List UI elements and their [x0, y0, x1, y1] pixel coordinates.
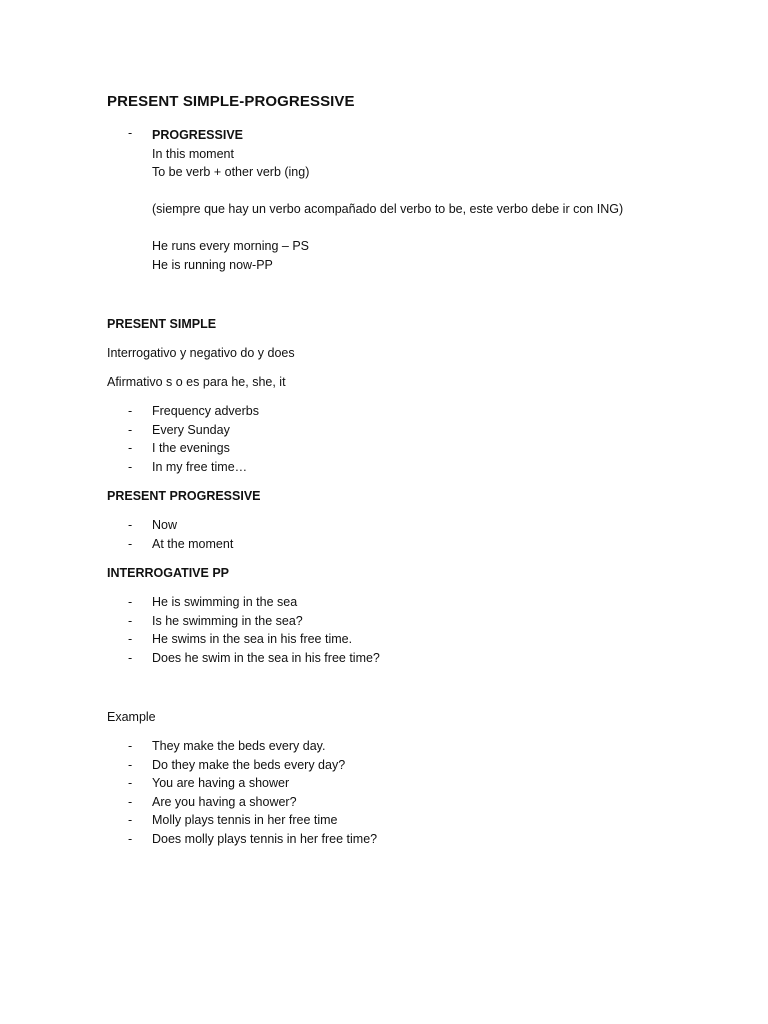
- intro-line: He is running now-PP: [152, 257, 273, 272]
- list-item-text: Does he swim in the sea in his free time?: [152, 650, 380, 665]
- example-heading: Example: [107, 710, 156, 724]
- bullet-dash: -: [128, 536, 133, 551]
- list-item-text: In my free time…: [152, 459, 248, 474]
- bullet-dash: -: [128, 518, 133, 532]
- list-item-text: They make the beds every day.: [152, 739, 326, 753]
- bullet-dash: -: [128, 757, 133, 772]
- present-simple-para: Interrogativo y negativo do y does: [107, 346, 295, 360]
- interrogative-pp-heading: INTERROGATIVE PP: [107, 566, 230, 580]
- bullet-dash: -: [128, 613, 133, 628]
- list-item-text: You are having a shower: [152, 776, 290, 790]
- intro-line: To be verb + other verb (ing): [152, 165, 310, 179]
- list-item-text: Are you having a shower?: [152, 794, 297, 809]
- bullet-dash: -: [128, 776, 133, 790]
- intro-line: He runs every morning – PS: [152, 239, 310, 253]
- bullet-dash: -: [128, 404, 133, 418]
- bullet-dash: -: [128, 422, 133, 437]
- list-item-text: Every Sunday: [152, 422, 230, 437]
- present-simple-para: Afirmativo s o es para he, she, it: [107, 375, 286, 389]
- present-progressive-heading: PRESENT PROGRESSIVE: [107, 489, 261, 503]
- list-item-text: He swims in the sea in his free time.: [152, 632, 353, 646]
- bullet-dash: -: [128, 831, 133, 846]
- list-item-text: Molly plays tennis in her free time: [152, 813, 338, 827]
- document-title: PRESENT SIMPLE-PROGRESSIVE: [107, 93, 355, 110]
- intro-spacer: [152, 182, 623, 201]
- intro-dash: -: [128, 126, 133, 140]
- bullet-dash: -: [128, 459, 133, 474]
- bullet-dash: -: [128, 650, 133, 665]
- bullet-dash: -: [128, 595, 133, 609]
- bullet-dash: -: [128, 632, 133, 646]
- intro-spacer: [152, 219, 623, 238]
- bullet-dash: -: [128, 441, 133, 455]
- bullet-dash: -: [128, 739, 133, 753]
- bullet-dash: -: [128, 813, 133, 827]
- intro-line: In this moment: [152, 146, 234, 161]
- list-item-text: At the moment: [152, 536, 234, 551]
- list-item-text: Does molly plays tennis in her free time?: [152, 831, 378, 846]
- intro-block: [152, 126, 623, 274]
- present-simple-heading: PRESENT SIMPLE: [107, 317, 217, 331]
- list-item-text: I the evenings: [152, 441, 230, 455]
- intro-label: PROGRESSIVE: [152, 128, 243, 142]
- bullet-dash: -: [128, 794, 133, 809]
- list-item-text: Now: [152, 518, 178, 532]
- list-item-text: Do they make the beds every day?: [152, 757, 346, 772]
- list-item-text: Frequency adverbs: [152, 404, 260, 418]
- intro-line: (siempre que hay un verbo acompañado del verbo to be, este verbo debe ir con ING): [152, 202, 624, 216]
- list-item-text: He is swimming in the sea: [152, 595, 298, 609]
- list-item-text: Is he swimming in the sea?: [152, 613, 303, 628]
